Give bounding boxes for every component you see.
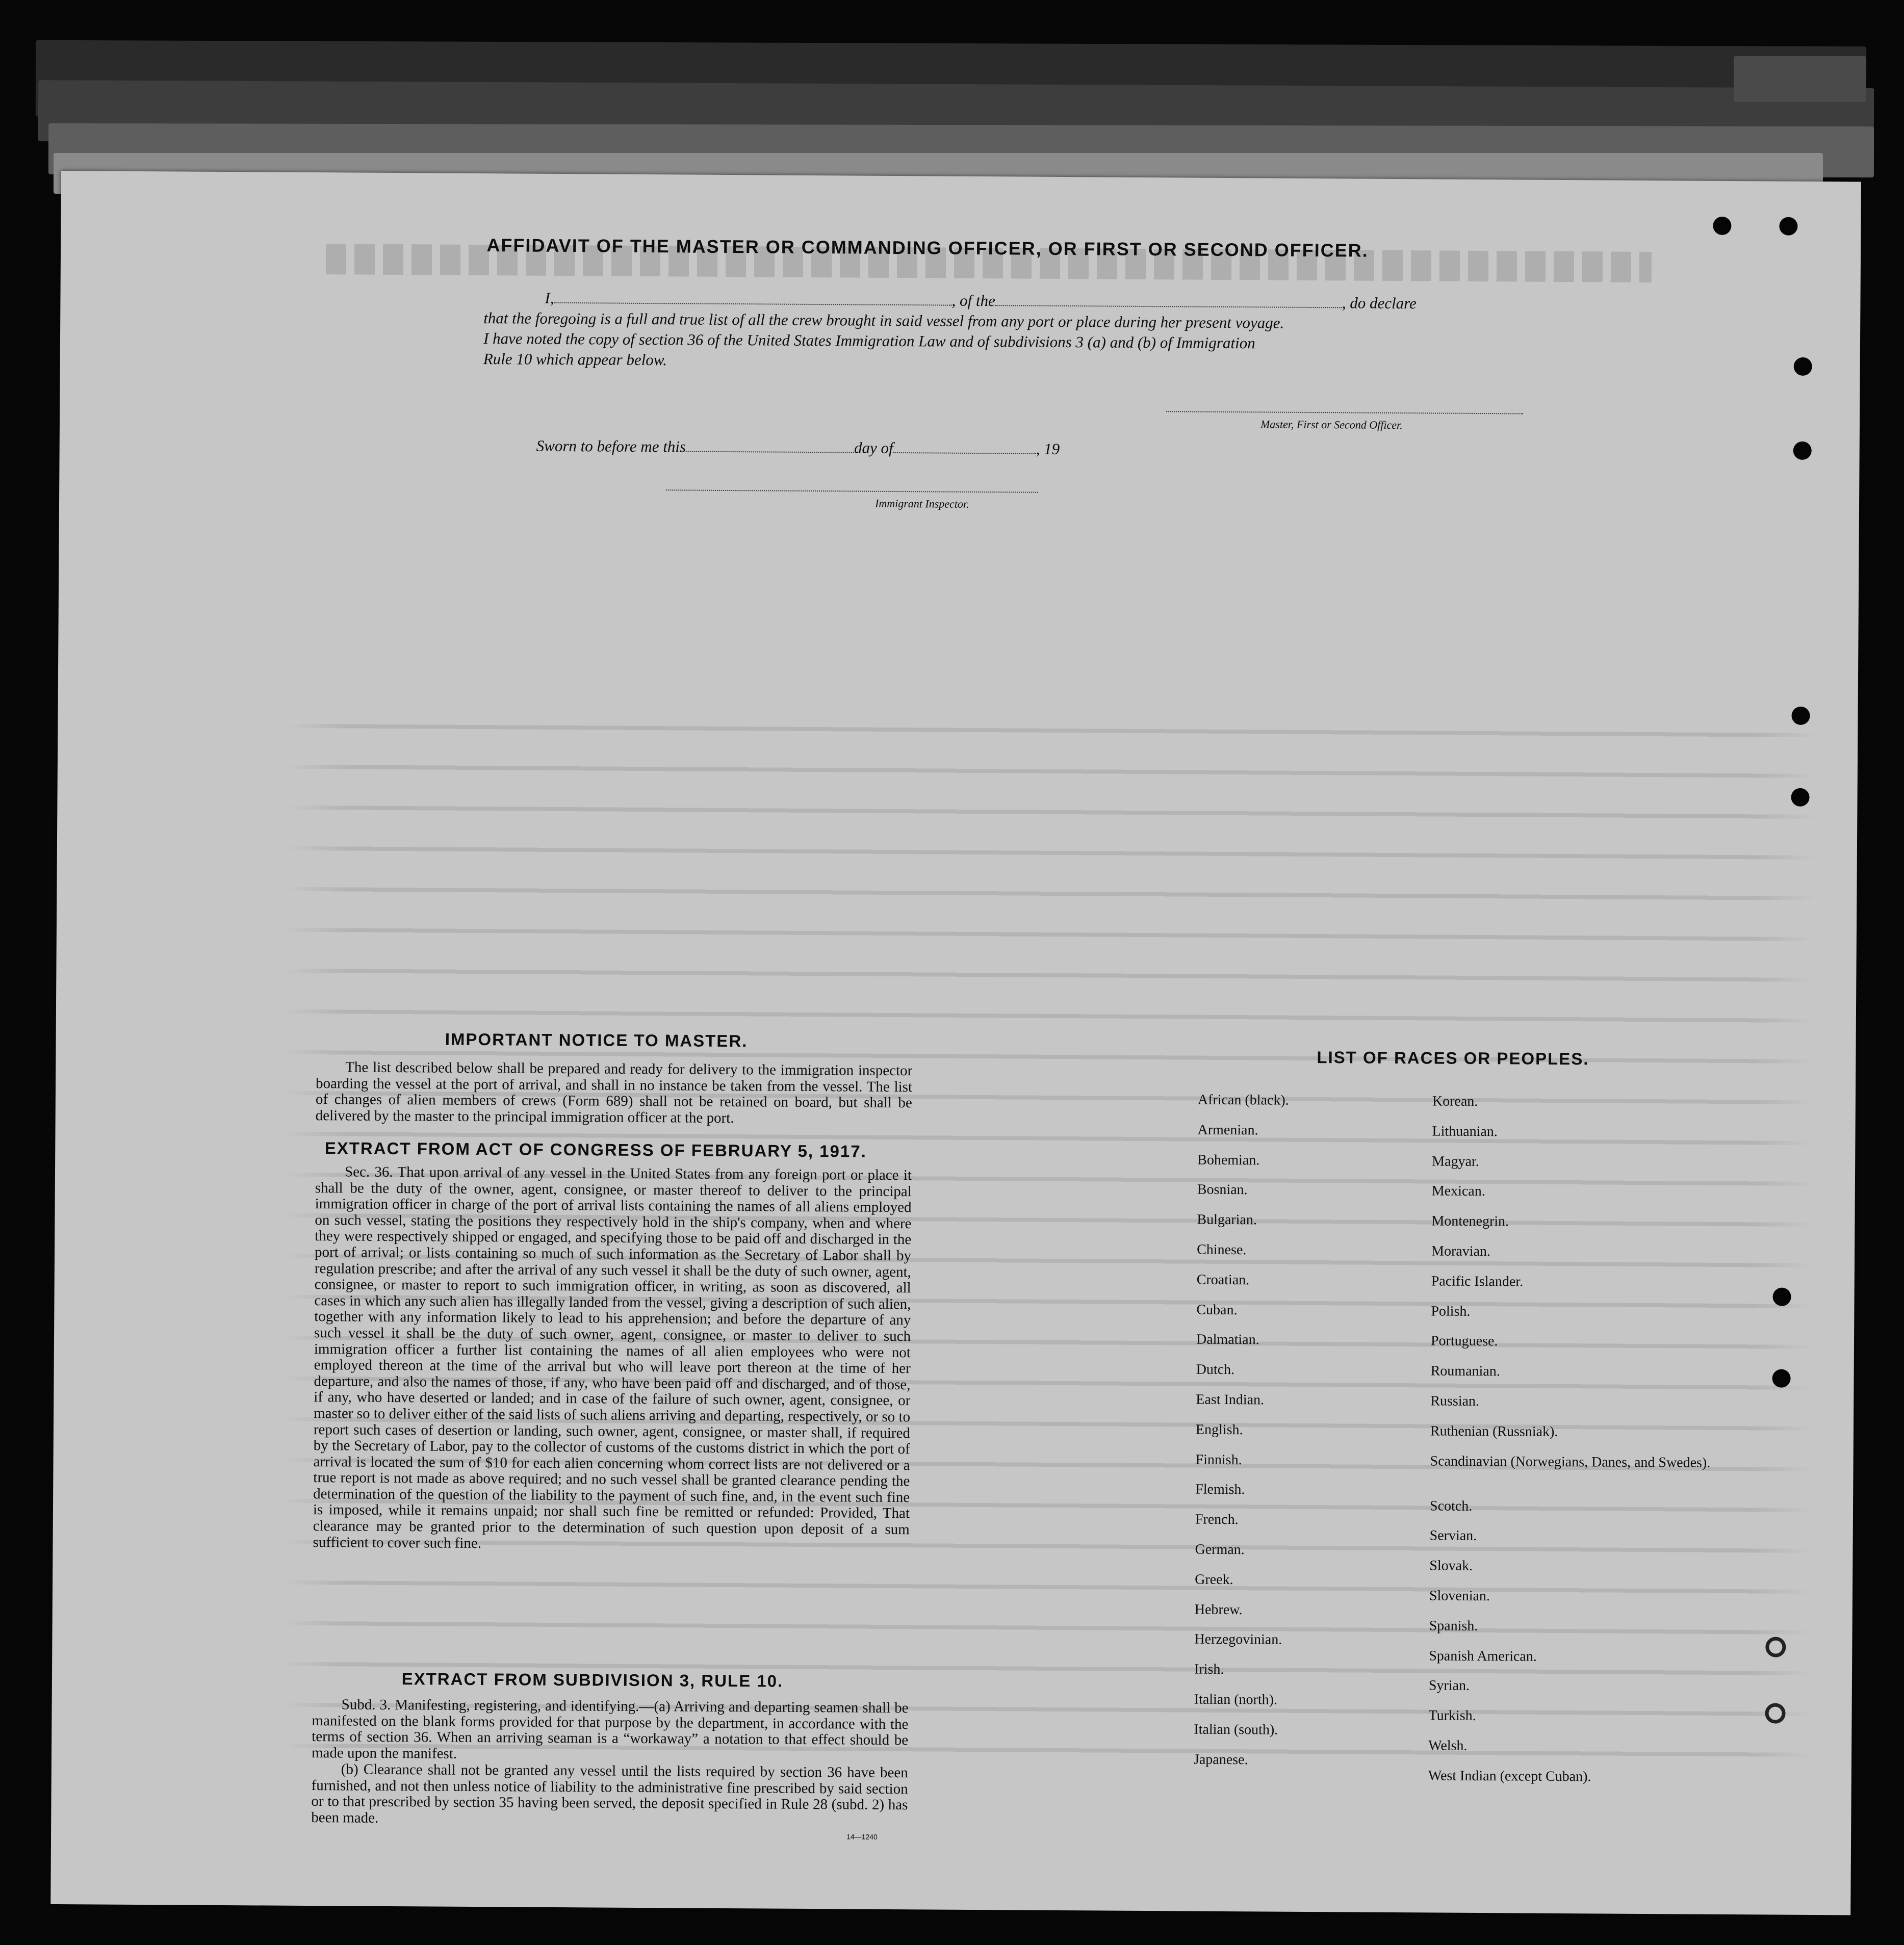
form-number: 14—1240 xyxy=(846,1832,878,1841)
race-item: Irish. xyxy=(1194,1661,1224,1678)
form-sheet xyxy=(50,171,1861,1915)
rule-title: EXTRACT FROM SUBDIVISION 3, RULE 10. xyxy=(401,1669,784,1691)
race-item: Lithuanian. xyxy=(1432,1123,1498,1140)
race-item: West Indian (except Cuban). xyxy=(1428,1768,1591,1785)
officer-signature-blank[interactable] xyxy=(1166,402,1523,414)
race-item: Herzegovinian. xyxy=(1194,1631,1282,1648)
inspector-signature-blank[interactable] xyxy=(666,480,1038,492)
race-item: Slovenian. xyxy=(1429,1588,1490,1604)
race-item: Armenian. xyxy=(1197,1122,1258,1138)
affidavit-statement-line: that the foregoing is a full and true list of all the crew brought in said vessel from any port or place during her present voyage. xyxy=(483,309,1284,332)
binder-hole xyxy=(1713,217,1731,235)
form-page xyxy=(50,171,1861,1915)
race-item: Russian. xyxy=(1430,1393,1480,1410)
race-item: Greek. xyxy=(1195,1571,1233,1588)
sworn-month-blank[interactable] xyxy=(893,443,1036,454)
binder-hole xyxy=(1765,1637,1786,1657)
race-item: Hebrew. xyxy=(1194,1601,1243,1618)
sworn-prefix: Sworn to before me this xyxy=(536,436,686,456)
sworn-line xyxy=(536,436,1587,462)
race-item: Scandinavian (Norwegians, Danes, and Swedes). xyxy=(1430,1453,1711,1471)
binder-hole xyxy=(1765,1703,1785,1723)
race-item: Polish. xyxy=(1431,1303,1471,1319)
race-item: Welsh. xyxy=(1428,1737,1468,1754)
race-item: Pacific Islander. xyxy=(1431,1273,1524,1290)
act-title: EXTRACT FROM ACT OF CONGRESS OF FEBRUARY 5, 1917. xyxy=(324,1138,867,1161)
race-item: Dalmatian. xyxy=(1196,1332,1259,1348)
declarant-name-blank[interactable] xyxy=(554,293,952,306)
race-item: Croatian. xyxy=(1196,1272,1250,1288)
race-item: Syrian. xyxy=(1428,1677,1470,1694)
sworn-day-blank[interactable] xyxy=(686,442,854,453)
notice-title: IMPORTANT NOTICE TO MASTER. xyxy=(445,1029,748,1051)
affidavit-title: AFFIDAVIT OF THE MASTER OR COMMANDING OFFICER, OR FIRST OR SECOND OFFICER. xyxy=(486,235,1369,261)
race-item: Chinese. xyxy=(1197,1241,1247,1258)
races-title: LIST OF RACES OR PEOPLES. xyxy=(1317,1048,1589,1069)
race-item: Scotch. xyxy=(1429,1498,1473,1514)
races-left-column xyxy=(1194,1085,1412,1776)
of-the-label: , of the xyxy=(951,291,995,310)
binder-hole xyxy=(1793,442,1812,460)
race-item: French. xyxy=(1195,1511,1239,1528)
affidavit-statement-line: Rule 10 which appear below. xyxy=(483,350,667,369)
binder-hole xyxy=(1791,788,1809,807)
race-item: Mexican. xyxy=(1431,1183,1485,1200)
race-item: Flemish. xyxy=(1195,1481,1245,1498)
vessel-name-blank[interactable] xyxy=(995,296,1342,308)
race-item: Dutch. xyxy=(1196,1361,1235,1378)
race-item: African (black). xyxy=(1197,1092,1289,1108)
race-item: Slovak. xyxy=(1429,1558,1473,1574)
race-item: Finnish. xyxy=(1195,1451,1242,1468)
race-item: Spanish American. xyxy=(1429,1647,1537,1665)
race-item: Spanish. xyxy=(1429,1618,1478,1634)
race-item: Japanese. xyxy=(1193,1751,1248,1768)
race-item: Moravian. xyxy=(1431,1243,1491,1260)
races-right-column xyxy=(1428,1086,1711,1792)
binder-hole xyxy=(1772,1288,1791,1306)
notice-text: The list described below shall be prepared and ready for delivery to the immigration inspector boarding the vessel at the port of arrival, and shall in no instance be taken from the vessel. The list of changes of alien members of crews (Form 689) shall not be retained on board, but shall be delivered by the master to the principal immigration officer at the port. xyxy=(315,1059,913,1126)
act-section-36-text: Sec. 36. That upon arrival of any vessel in the United States from any foreign port or place it shall be the duty of the owner, agent, consignee, or master thereof to deliver to the principal immigration officer in charge of the port of arrival lists containing the names of all aliens employed on such vessel, stating the positions they respectively hold in the ship's company, when and where they were respectively shipped or engaged, and specifying those to be paid off and discharged in the port of arrival; or lists containing so much of such information as the Secretary of Labor shall by regulation prescribe; and after the arrival of any such vessel it shall be the duty of such owner, agent, consignee, or master to report to such immigration officer, in writing, as soon as discovered, all cases in which any such alien has illegally landed from the vessel, giving a description of such alien, together with any information likely to lead to his apprehension; and before the departure of any such vessel it shall be the duty of such owner, agent, consignee, or master to deliver to such immigration officer a further list containing the names of all alien employees who were not employed thereon at the time of the arrival but who will leave port thereon at the time of her departure, and also the names of those, if any, who have been paid off and discharged, and of those, if any, who have deserted or landed; and in case of the failure of such owner, agent, consignee, or master so to deliver either of the said lists of such aliens arriving and departing, respectively, or so to report such cases of desertion or landing, such owner, agent, consignee, or master shall, if required by the Secretary of Labor, pay to the collector of customs of the customs district in which the port of arrival is located the sum of $10 for each alien concerning whom correct lists are not delivered or a true report is not made as above required; and no such vessel shall be granted clearance pending the determination of the question of the liability to the payment of such fine, and, in the event such fine is imposed, while it remains unpaid; nor shall such fine be remitted or refunded: Provided, That clearance may be granted prior to the determination of such question upon deposit of a sum sufficient to cover such fine. xyxy=(313,1163,912,1551)
race-item: Montenegrin. xyxy=(1431,1213,1509,1230)
binder-hole xyxy=(1791,707,1810,725)
race-item: Portuguese. xyxy=(1430,1333,1498,1350)
race-item: Bosnian. xyxy=(1197,1182,1248,1198)
do-declare-label: , do declare xyxy=(1342,294,1417,313)
race-item: Korean. xyxy=(1432,1093,1478,1110)
sworn-year: , 19 xyxy=(1036,439,1060,458)
race-item: Turkish. xyxy=(1428,1707,1476,1724)
binder-hole xyxy=(1794,357,1812,376)
officer-signature-label: Master, First or Second Officer. xyxy=(1260,418,1403,432)
declarant-prefix: I, xyxy=(545,289,554,307)
rule-subdivision-a-text: Subd. 3. Manifesting, registering, and identifying.—(a) Arriving and departing seamen shall be manifested on the blank forms provided for that purpose by the department, in accordance with the terms of section 36. When an arriving seaman is a “workaway” a notation to that effect should be made upon the manifest. xyxy=(311,1696,909,1762)
binder-hole xyxy=(1779,217,1797,236)
race-item: Servian. xyxy=(1429,1527,1477,1544)
rule-subdivision-b-text: (b) Clearance shall not be granted any vessel until the lists required by section 36 have been furnished, and not then unless notice of liability to the administrative fine prescribed by said section or to that prescribed by section 35 having been served, the deposit specified in Rule 28 (subd. 2) has been made. xyxy=(311,1761,908,1826)
inspector-signature-label: Immigrant Inspector. xyxy=(874,497,969,510)
race-item: Ruthenian (Russniak). xyxy=(1430,1423,1558,1440)
affidavit-statement-line: I have noted the copy of section 36 of the United States Immigration Law and of subdivisions 3 (a) and (b) of Immigration xyxy=(483,329,1255,352)
underlying-page-edge xyxy=(1734,56,1866,102)
race-item: Bulgarian. xyxy=(1197,1211,1257,1228)
race-item: Italian (north). xyxy=(1194,1691,1278,1708)
sworn-day-of: day of xyxy=(854,438,893,457)
race-item: Bohemian. xyxy=(1197,1152,1260,1168)
binder-hole xyxy=(1772,1369,1790,1388)
race-item: German. xyxy=(1195,1541,1245,1558)
race-item: Cuban. xyxy=(1196,1302,1238,1318)
race-item: East Indian. xyxy=(1196,1391,1265,1408)
race-item: Italian (south). xyxy=(1194,1721,1278,1738)
race-item: Roumanian. xyxy=(1430,1363,1500,1380)
race-item: Magyar. xyxy=(1432,1153,1479,1170)
race-item: English. xyxy=(1195,1421,1243,1438)
